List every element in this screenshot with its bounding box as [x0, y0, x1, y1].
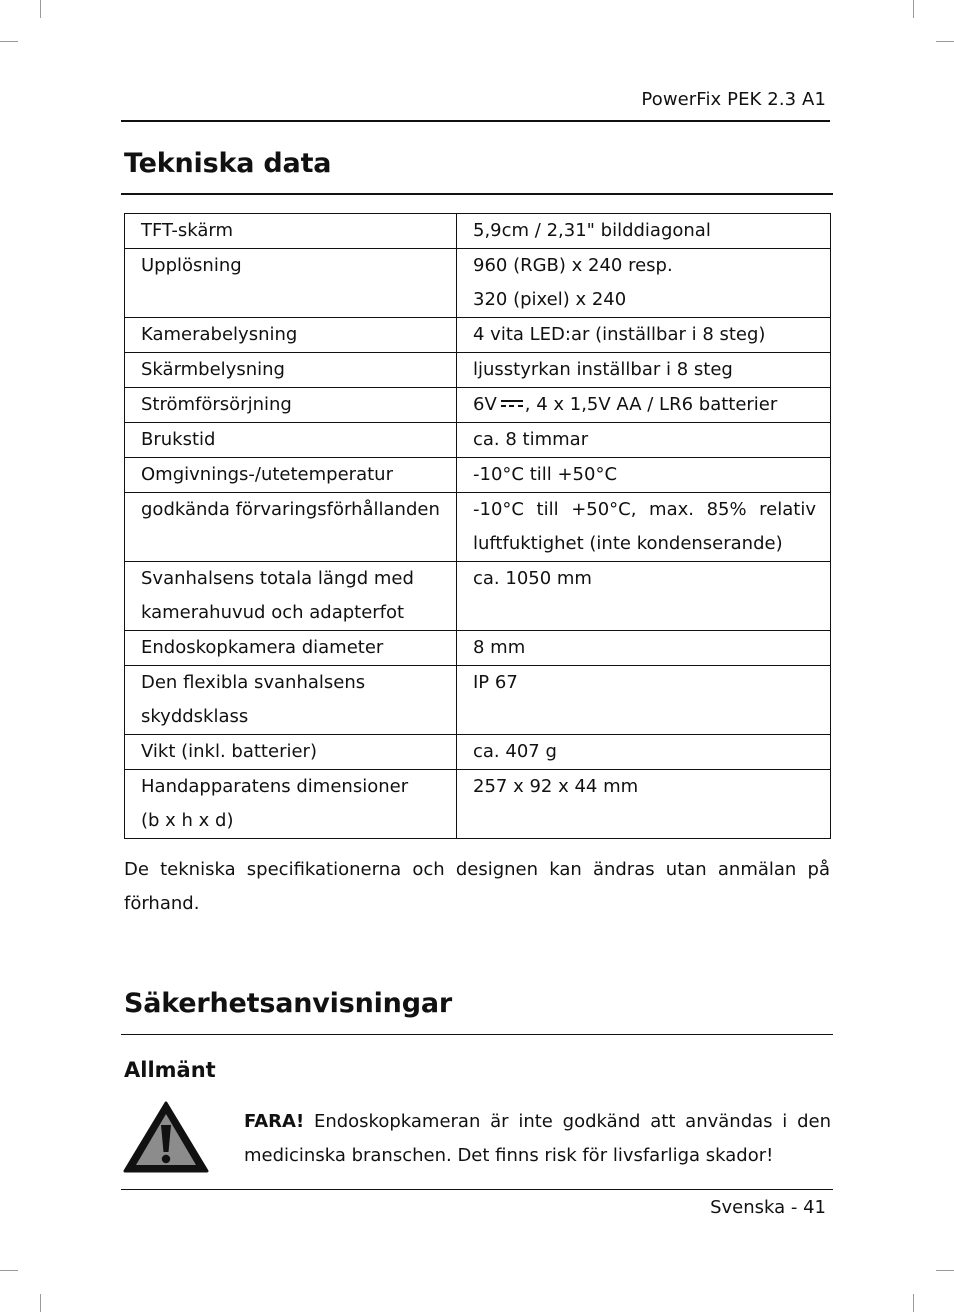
- crop-mark: [0, 41, 18, 42]
- spec-value-batteries: , 4 x 1,5V AA / LR6 batterier: [524, 394, 778, 415]
- spec-label: TFT-skärm: [125, 214, 457, 249]
- spec-label: Strömförsörjning: [125, 388, 457, 423]
- spec-label: [125, 770, 457, 839]
- spec-value: ca. 1050 mm: [457, 562, 831, 631]
- table-row: [125, 249, 831, 318]
- table-row: [125, 770, 831, 839]
- spec-value-line: luftfuktighet (inte kondenserande): [473, 533, 783, 554]
- spec-label: Skärmbelysning: [125, 353, 457, 388]
- spec-value-voltage: 6V: [473, 394, 497, 415]
- spec-label-line: skyddsklass: [141, 706, 249, 727]
- crop-mark: [913, 1294, 914, 1312]
- spec-label: godkända förvaringsförhållanden: [125, 493, 457, 562]
- spec-value-line: 320 (pixel) x 240: [473, 289, 627, 310]
- spec-label: Upplösning: [125, 249, 457, 318]
- section-title-technical-data: Tekniska data: [124, 148, 332, 179]
- section-rule: [121, 193, 833, 195]
- spec-value-line: 960 (RGB) x 240 resp.: [473, 255, 673, 276]
- crop-mark: [936, 1270, 954, 1271]
- section-rule: [121, 1034, 833, 1035]
- spec-label: Kamerabelysning: [125, 318, 457, 353]
- crop-mark: [913, 0, 914, 18]
- table-row: [125, 423, 831, 458]
- spec-value: 5,9cm / 2,31" bilddiagonal: [457, 214, 831, 249]
- spec-label: Omgivnings-/utetemperatur: [125, 458, 457, 493]
- dc-current-icon: [501, 399, 523, 409]
- table-row: [125, 493, 831, 562]
- header-rule: [121, 120, 830, 122]
- spec-label-line: Den flexibla svanhalsens: [141, 672, 366, 693]
- table-row: [125, 458, 831, 493]
- spec-change-note: De tekniska specifikationerna och designen kan ändras utan anmälan på förhand.: [124, 859, 830, 914]
- spec-value: IP 67: [457, 666, 831, 735]
- spec-label: [125, 666, 457, 735]
- spec-value: ca. 8 timmar: [457, 423, 831, 458]
- spec-value: 8 mm: [457, 631, 831, 666]
- spec-value: -10°C till +50°C: [457, 458, 831, 493]
- crop-mark: [936, 41, 954, 42]
- spec-label: Endoskopkamera diameter: [125, 631, 457, 666]
- warning-text: Endoskopkameran är inte godkänd att användas i den medicinska branschen. Det finns risk för livsfarliga skador!: [244, 1111, 831, 1166]
- spec-label: Brukstid: [125, 423, 457, 458]
- section-title-safety: Säkerhetsanvisningar: [124, 988, 452, 1019]
- crop-mark: [40, 0, 41, 18]
- spec-label-line: Svanhalsens totala längd med: [141, 568, 414, 589]
- spec-value-line: -10°C till +50°C, max. 85% relativ: [473, 499, 816, 520]
- table-row: [125, 318, 831, 353]
- spec-table: [124, 213, 831, 839]
- table-row: [125, 214, 831, 249]
- warning-triangle-icon: [122, 1100, 210, 1174]
- spec-label: [125, 562, 457, 631]
- spec-value: [457, 249, 831, 318]
- spec-label-line: Handapparatens dimensioner: [141, 776, 409, 797]
- table-row: [125, 388, 831, 423]
- crop-mark: [40, 1294, 41, 1312]
- spec-value: 257 x 92 x 44 mm: [457, 770, 831, 839]
- crop-mark: [0, 1270, 18, 1271]
- subsection-title-general: Allmänt: [124, 1058, 216, 1082]
- spec-value: [457, 493, 831, 562]
- spec-value: ljusstyrkan inställbar i 8 steg: [457, 353, 831, 388]
- table-row: [125, 631, 831, 666]
- table-row: [125, 735, 831, 770]
- page-header: PowerFix PEK 2.3 A1: [641, 89, 826, 110]
- page-number: Svenska - 41: [710, 1197, 826, 1218]
- spec-label-line: kamerahuvud och adapterfot: [141, 602, 405, 623]
- table-row: [125, 353, 831, 388]
- spec-label-line: (b x h x d): [141, 810, 234, 831]
- table-row: [125, 666, 831, 735]
- spec-label: Vikt (inkl. batterier): [125, 735, 457, 770]
- footer-rule: [121, 1189, 833, 1190]
- table-row: [125, 562, 831, 631]
- spec-value: 4 vita LED:ar (inställbar i 8 steg): [457, 318, 831, 353]
- warning-message: [244, 1105, 831, 1173]
- warning-label: FARA!: [244, 1111, 305, 1132]
- spec-value: [457, 388, 831, 423]
- spec-value: ca. 407 g: [457, 735, 831, 770]
